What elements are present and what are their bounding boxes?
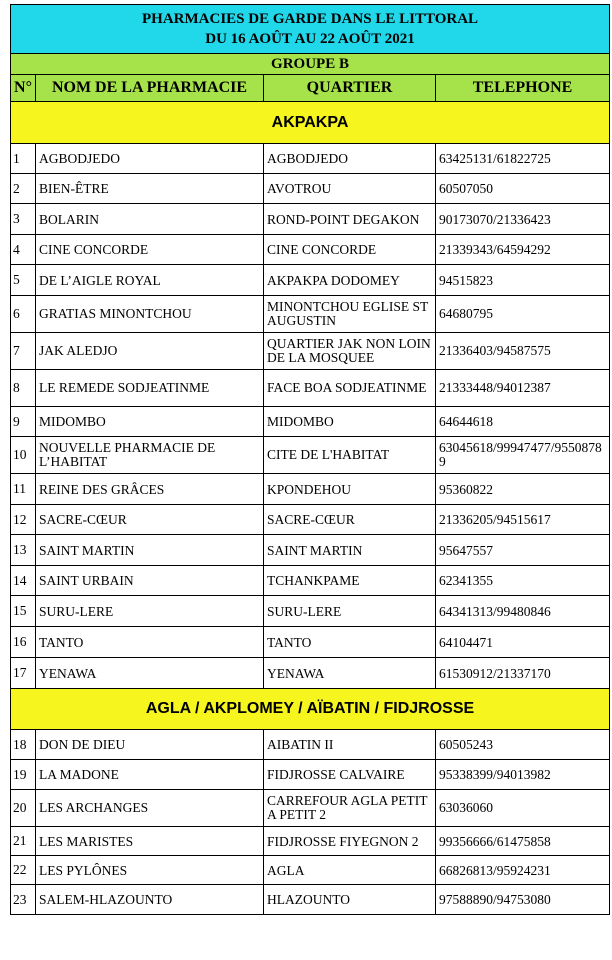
pharmacy-name: SAINT MARTIN [36,535,264,566]
column-header-quartier: QUARTIER [264,75,436,102]
row-number: 10 [11,437,36,474]
table-row [11,370,610,407]
quartier-name: HLAZOUNTO [264,885,436,915]
telephone-number: 64644618 [436,407,610,437]
pharmacy-schedule-document [10,4,609,915]
row-number: 7 [11,333,36,370]
row-number: 16 [11,627,36,658]
telephone-number: 97588890/94753080 [436,885,610,915]
quartier-name: AKPAKPA DODOMEY [264,265,436,296]
telephone-number: 95360822 [436,474,610,505]
quartier-name: AGBODJEDO [264,144,436,174]
pharmacy-name: BOLARIN [36,204,264,235]
table-row [11,658,610,689]
telephone-number: 64680795 [436,296,610,333]
telephone-number: 61530912/21337170 [436,658,610,689]
pharmacy-name: DON DE DIEU [36,730,264,760]
telephone-number: 66826813/95924231 [436,856,610,885]
telephone-number: 64104471 [436,627,610,658]
quartier-name: ROND-POINT DEGAKON [264,204,436,235]
pharmacy-name: REINE DES GRÂCES [36,474,264,505]
row-number: 1 [11,144,36,174]
table-row [11,204,610,235]
quartier-name: FIDJROSSE FIYEGNON 2 [264,827,436,856]
row-number: 3 [11,204,36,235]
row-number: 8 [11,370,36,407]
column-header-name: NOM DE LA PHARMACIE [36,75,264,102]
section-header-row [11,689,610,730]
table-row [11,730,610,760]
quartier-name: CINE CONCORDE [264,235,436,265]
table-row [11,535,610,566]
pharmacy-name: LES PYLÔNES [36,856,264,885]
table-row [11,790,610,827]
table-body [11,102,610,915]
table-row [11,627,610,658]
telephone-number: 95647557 [436,535,610,566]
pharmacy-name: MIDOMBO [36,407,264,437]
pharmacy-name: NOUVELLE PHARMACIE DE L’HABITAT [36,437,264,474]
section-title: AKPAKPA [11,102,610,144]
telephone-number: 21339343/64594292 [436,235,610,265]
row-number: 11 [11,474,36,505]
pharmacy-name: SURU-LERE [36,596,264,627]
pharmacy-name: LE REMEDE SODJEATINME [36,370,264,407]
quartier-name: FIDJROSSE CALVAIRE [264,760,436,790]
row-number: 6 [11,296,36,333]
row-number: 13 [11,535,36,566]
row-number: 23 [11,885,36,915]
title-line-1: PHARMACIES DE GARDE DANS LE LITTORAL [142,11,479,27]
section-header-row [11,102,610,144]
telephone-number: 64341313/99480846 [436,596,610,627]
telephone-number: 63425131/61822725 [436,144,610,174]
pharmacy-name: GRATIAS MINONTCHOU [36,296,264,333]
table-row [11,144,610,174]
telephone-number: 21336205/94515617 [436,505,610,535]
quartier-name: KPONDEHOU [264,474,436,505]
quartier-name: YENAWA [264,658,436,689]
pharmacy-name: LES MARISTES [36,827,264,856]
quartier-name: FACE BOA SODJEATINME [264,370,436,407]
quartier-name: QUARTIER JAK NON LOIN DE LA MOSQUEE [264,333,436,370]
table-row [11,296,610,333]
table-row [11,333,610,370]
quartier-name: TCHANKPAME [264,566,436,596]
column-header-row [11,75,610,102]
telephone-number: 63045618/99947477/95508789 [436,437,610,474]
quartier-name: SACRE-CŒUR [264,505,436,535]
row-number: 22 [11,856,36,885]
row-number: 12 [11,505,36,535]
quartier-name: SAINT MARTIN [264,535,436,566]
telephone-number: 99356666/61475858 [436,827,610,856]
pharmacy-name: TANTO [36,627,264,658]
table-row [11,885,610,915]
telephone-number: 60505243 [436,730,610,760]
row-number: 14 [11,566,36,596]
telephone-number: 90173070/21336423 [436,204,610,235]
table-row [11,265,610,296]
telephone-number: 21333448/94012387 [436,370,610,407]
table-row [11,235,610,265]
row-number: 17 [11,658,36,689]
pharmacy-name: BIEN-ÊTRE [36,174,264,204]
telephone-number: 95338399/94013982 [436,760,610,790]
row-number: 15 [11,596,36,627]
telephone-number: 62341355 [436,566,610,596]
pharmacy-table [10,4,610,915]
row-number: 18 [11,730,36,760]
quartier-name: TANTO [264,627,436,658]
quartier-name: AIBATIN II [264,730,436,760]
telephone-number: 21336403/94587575 [436,333,610,370]
row-number: 20 [11,790,36,827]
row-number: 9 [11,407,36,437]
row-number: 21 [11,827,36,856]
pharmacy-name: YENAWA [36,658,264,689]
pharmacy-name: LES ARCHANGES [36,790,264,827]
table-row [11,827,610,856]
pharmacy-name: AGBODJEDO [36,144,264,174]
column-header-telephone: TELEPHONE [436,75,610,102]
table-row [11,566,610,596]
row-number: 5 [11,265,36,296]
column-header-num: N° [11,75,36,102]
quartier-name: CARREFOUR AGLA PETIT A PETIT 2 [264,790,436,827]
group-label: GROUPE B [11,54,610,75]
table-row [11,407,610,437]
telephone-number: 63036060 [436,790,610,827]
row-number: 19 [11,760,36,790]
table-row [11,437,610,474]
document-title [11,5,610,54]
table-row [11,856,610,885]
table-row [11,596,610,627]
pharmacy-name: JAK ALEDJO [36,333,264,370]
row-number: 2 [11,174,36,204]
quartier-name: MIDOMBO [264,407,436,437]
telephone-number: 94515823 [436,265,610,296]
table-row [11,760,610,790]
quartier-name: AVOTROU [264,174,436,204]
pharmacy-name: CINE CONCORDE [36,235,264,265]
pharmacy-name: SAINT URBAIN [36,566,264,596]
table-row [11,174,610,204]
quartier-name: MINONTCHOU EGLISE ST AUGUSTIN [264,296,436,333]
quartier-name: AGLA [264,856,436,885]
row-number: 4 [11,235,36,265]
pharmacy-name: SACRE-CŒUR [36,505,264,535]
title-line-2: DU 16 AOÛT AU 22 AOÛT 2021 [205,31,415,47]
telephone-number: 60507050 [436,174,610,204]
quartier-name: CITE DE L'HABITAT [264,437,436,474]
section-title: AGLA / AKPLOMEY / AÏBATIN / FIDJROSSE [11,689,610,730]
pharmacy-name: SALEM-HLAZOUNTO [36,885,264,915]
quartier-name: SURU-LERE [264,596,436,627]
table-row [11,505,610,535]
pharmacy-name: LA MADONE [36,760,264,790]
table-row [11,474,610,505]
pharmacy-name: DE L’AIGLE ROYAL [36,265,264,296]
